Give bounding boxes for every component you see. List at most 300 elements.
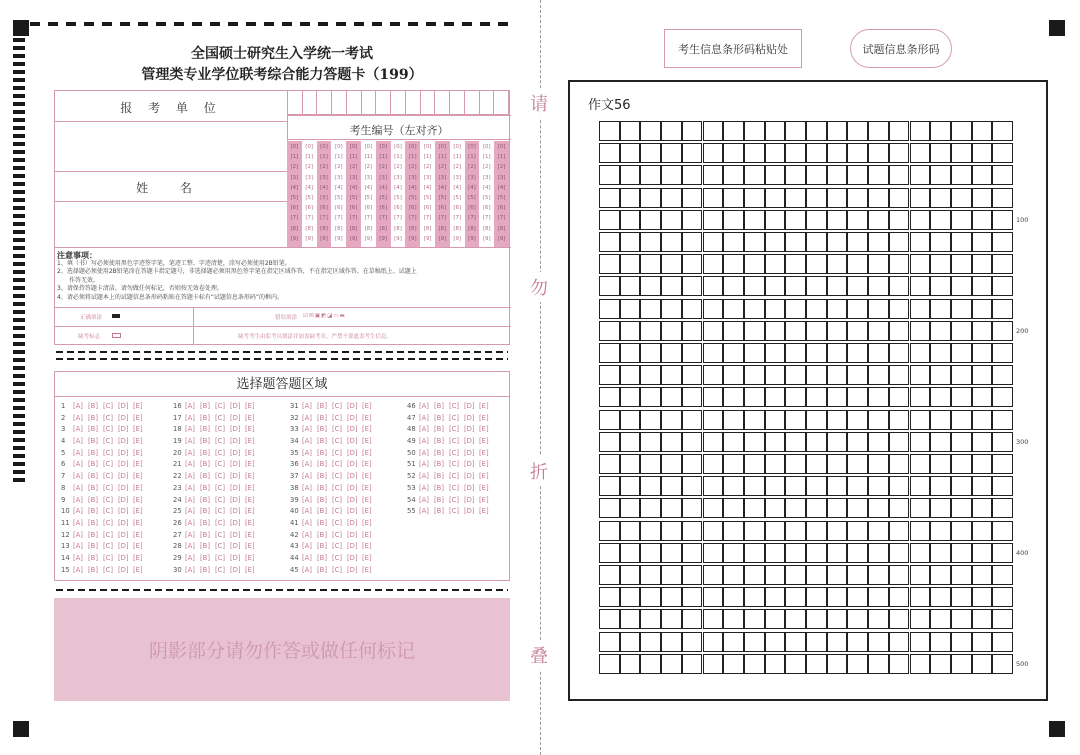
essay-grid-cell[interactable] — [827, 365, 848, 385]
essay-grid-cell[interactable] — [930, 498, 951, 518]
essay-grid-cell[interactable] — [806, 143, 827, 163]
choice-option-bubble[interactable]: [B] — [434, 402, 444, 410]
essay-grid-cell[interactable] — [847, 321, 868, 341]
exam-digit-bubble[interactable]: [8] — [497, 225, 506, 232]
essay-grid-cell[interactable] — [785, 521, 806, 541]
essay-grid-cell[interactable] — [785, 609, 806, 629]
essay-grid-cell[interactable] — [682, 521, 703, 541]
choice-option-bubble[interactable]: [A] — [302, 448, 312, 457]
choice-option-bubble[interactable]: [A] — [185, 402, 195, 410]
exam-digit-bubble[interactable]: [1] — [290, 154, 299, 161]
exam-digit-bubble[interactable]: [6] — [364, 205, 373, 212]
choice-option-bubble[interactable]: [A] — [302, 460, 312, 469]
choice-option-bubble[interactable]: [A] — [419, 483, 429, 492]
essay-grid-cell[interactable] — [827, 299, 848, 319]
exam-number-box[interactable] — [317, 91, 332, 115]
essay-grid-cell[interactable] — [723, 143, 744, 163]
essay-grid-cell[interactable] — [785, 121, 806, 141]
choice-option-bubble[interactable]: [C] — [449, 460, 460, 469]
essay-grid-cell[interactable] — [972, 632, 993, 652]
essay-grid-cell[interactable] — [785, 498, 806, 518]
essay-grid-cell[interactable] — [951, 654, 972, 674]
essay-grid-cell[interactable] — [661, 143, 682, 163]
essay-grid-cell[interactable] — [744, 321, 765, 341]
essay-grid-cell[interactable] — [972, 276, 993, 296]
choice-option-bubble[interactable]: [C] — [215, 542, 226, 551]
exam-digit-bubble[interactable]: [0] — [305, 144, 314, 150]
choice-option-bubble[interactable]: [A] — [419, 425, 429, 434]
essay-grid-cell[interactable] — [910, 365, 931, 385]
essay-grid-cell[interactable] — [765, 498, 786, 518]
essay-grid-cell[interactable] — [640, 165, 661, 185]
choice-option-bubble[interactable]: [B] — [88, 483, 98, 492]
choice-option-bubble[interactable]: [A] — [73, 495, 83, 504]
exam-digit-bubble[interactable]: [5] — [482, 195, 491, 202]
essay-grid-cell[interactable] — [827, 654, 848, 674]
essay-grid-cell[interactable] — [951, 254, 972, 274]
choice-option-bubble[interactable]: [B] — [200, 507, 210, 516]
choice-option-bubble[interactable]: [D] — [118, 565, 129, 574]
essay-grid-cell[interactable] — [599, 432, 620, 452]
choice-option-bubble[interactable]: [C] — [103, 402, 114, 410]
essay-grid-cell[interactable] — [682, 632, 703, 652]
essay-grid-cell[interactable] — [868, 232, 889, 252]
essay-grid-cell[interactable] — [682, 143, 703, 163]
essay-grid-cell[interactable] — [744, 432, 765, 452]
choice-option-bubble[interactable]: [D] — [230, 553, 241, 562]
essay-grid-cell[interactable] — [785, 454, 806, 474]
exam-digit-column[interactable] — [435, 141, 450, 247]
essay-grid-cell[interactable] — [972, 299, 993, 319]
essay-grid-cell[interactable] — [599, 387, 620, 407]
essay-grid-cell[interactable] — [951, 410, 972, 430]
choice-option-bubble[interactable]: [D] — [464, 460, 475, 469]
choice-option-bubble[interactable]: [D] — [118, 518, 129, 527]
exam-digit-column[interactable] — [405, 141, 420, 247]
essay-grid-cell[interactable] — [765, 432, 786, 452]
essay-grid-cell[interactable] — [744, 587, 765, 607]
essay-grid-cell[interactable] — [640, 632, 661, 652]
exam-digit-bubble[interactable]: [4] — [408, 184, 417, 191]
exam-digit-bubble[interactable]: [2] — [305, 164, 314, 171]
choice-option-bubble[interactable]: [E] — [133, 437, 143, 446]
essay-grid-cell[interactable] — [703, 143, 724, 163]
exam-digit-bubble[interactable]: [2] — [482, 164, 491, 171]
choice-option-bubble[interactable]: [D] — [230, 413, 241, 422]
choice-option-bubble[interactable]: [D] — [118, 507, 129, 516]
exam-number-box[interactable] — [376, 91, 391, 115]
essay-grid-cell[interactable] — [744, 410, 765, 430]
essay-grid-cell[interactable] — [640, 521, 661, 541]
essay-grid-cell[interactable] — [806, 232, 827, 252]
essay-grid-cell[interactable] — [951, 609, 972, 629]
choice-option-bubble[interactable]: [A] — [185, 565, 195, 574]
essay-grid-cell[interactable] — [640, 476, 661, 496]
essay-grid-cell[interactable] — [682, 454, 703, 474]
exam-digit-bubble[interactable]: [7] — [290, 215, 299, 222]
exam-digit-bubble[interactable]: [6] — [408, 205, 417, 212]
choice-option-bubble[interactable]: [C] — [215, 413, 226, 422]
essay-grid-cell[interactable] — [744, 565, 765, 585]
exam-digit-bubble[interactable]: [3] — [379, 174, 387, 181]
exam-digit-bubble[interactable]: [8] — [453, 225, 461, 232]
choice-option-bubble[interactable]: [D] — [230, 495, 241, 504]
essay-grid-cell[interactable] — [992, 343, 1013, 363]
exam-digit-bubble[interactable]: [9] — [438, 235, 447, 242]
essay-grid-cell[interactable] — [620, 365, 641, 385]
essay-grid-cell[interactable] — [889, 188, 910, 208]
essay-grid-cell[interactable] — [930, 321, 951, 341]
choice-option-bubble[interactable]: [C] — [103, 518, 114, 527]
essay-grid-cell[interactable] — [889, 387, 910, 407]
essay-grid-cell[interactable] — [951, 210, 972, 230]
choice-option-bubble[interactable]: [A] — [73, 518, 83, 527]
essay-grid-cell[interactable] — [640, 609, 661, 629]
essay-grid-cell[interactable] — [972, 498, 993, 518]
essay-grid-cell[interactable] — [599, 143, 620, 163]
essay-grid-cell[interactable] — [806, 343, 827, 363]
essay-grid-cell[interactable] — [868, 188, 889, 208]
choice-option-bubble[interactable]: [C] — [449, 413, 460, 422]
choice-option-bubble[interactable]: [D] — [118, 425, 129, 434]
essay-grid-cell[interactable] — [682, 432, 703, 452]
choice-option-bubble[interactable]: [C] — [215, 565, 226, 574]
choice-option-bubble[interactable]: [B] — [88, 507, 98, 516]
essay-grid-cell[interactable] — [599, 521, 620, 541]
choice-option-bubble[interactable]: [E] — [133, 507, 143, 516]
choice-option-bubble[interactable]: [B] — [434, 472, 444, 481]
choice-option-bubble[interactable]: [A] — [73, 413, 83, 422]
essay-grid-cell[interactable] — [930, 587, 951, 607]
exam-digit-bubble[interactable]: [3] — [349, 174, 358, 181]
essay-grid-cell[interactable] — [620, 343, 641, 363]
essay-grid-cell[interactable] — [972, 365, 993, 385]
essay-grid-cell[interactable] — [765, 476, 786, 496]
exam-digit-bubble[interactable]: [6] — [497, 205, 506, 212]
essay-grid-cell[interactable] — [910, 432, 931, 452]
essay-grid-cell[interactable] — [640, 321, 661, 341]
essay-grid-cell[interactable] — [992, 299, 1013, 319]
choice-option-bubble[interactable]: [E] — [133, 483, 143, 492]
essay-grid-cell[interactable] — [972, 210, 993, 230]
essay-grid-cell[interactable] — [992, 232, 1013, 252]
essay-grid-cell[interactable] — [723, 498, 744, 518]
choice-option-bubble[interactable]: [D] — [347, 425, 358, 434]
choice-option-bubble[interactable]: [E] — [245, 518, 255, 527]
choice-option-bubble[interactable]: [E] — [245, 495, 255, 504]
choice-option-bubble[interactable]: [A] — [302, 530, 312, 539]
exam-digit-bubble[interactable]: [1] — [305, 154, 314, 161]
essay-grid-cell[interactable] — [620, 121, 641, 141]
essay-grid-cell[interactable] — [951, 365, 972, 385]
essay-grid-cell[interactable] — [930, 343, 951, 363]
essay-grid-cell[interactable] — [640, 543, 661, 563]
essay-grid-cell[interactable] — [682, 232, 703, 252]
essay-grid-cell[interactable] — [599, 232, 620, 252]
choice-option-bubble[interactable]: [B] — [88, 472, 98, 481]
choice-option-bubble[interactable]: [D] — [230, 530, 241, 539]
choice-option-bubble[interactable]: [D] — [230, 402, 241, 410]
choice-option-bubble[interactable]: [E] — [479, 425, 489, 434]
exam-digit-column[interactable] — [361, 141, 376, 247]
essay-grid-cell[interactable] — [785, 632, 806, 652]
essay-grid-cell[interactable] — [620, 143, 641, 163]
exam-digit-bubble[interactable]: [0] — [349, 144, 358, 150]
essay-grid-cell[interactable] — [703, 188, 724, 208]
choice-option-bubble[interactable]: [D] — [118, 483, 129, 492]
choice-option-bubble[interactable]: [E] — [362, 565, 372, 574]
choice-option-bubble[interactable]: [A] — [73, 425, 83, 434]
exam-digit-bubble[interactable]: [0] — [497, 144, 506, 150]
exam-digit-bubble[interactable]: [8] — [423, 225, 432, 232]
exam-digit-bubble[interactable]: [2] — [438, 164, 447, 171]
choice-option-bubble[interactable]: [C] — [332, 437, 343, 446]
choice-option-bubble[interactable]: [A] — [185, 553, 195, 562]
essay-grid-cell[interactable] — [765, 276, 786, 296]
essay-grid-cell[interactable] — [951, 521, 972, 541]
essay-grid-cell[interactable] — [640, 654, 661, 674]
essay-grid-cell[interactable] — [972, 609, 993, 629]
essay-grid-cell[interactable] — [806, 565, 827, 585]
essay-grid-cell[interactable] — [744, 654, 765, 674]
essay-grid-cell[interactable] — [765, 321, 786, 341]
essay-grid-cell[interactable] — [972, 143, 993, 163]
essay-grid-cell[interactable] — [765, 587, 786, 607]
essay-grid-cell[interactable] — [806, 387, 827, 407]
choice-option-bubble[interactable]: [A] — [302, 472, 312, 481]
essay-grid-cell[interactable] — [930, 410, 951, 430]
exam-digit-bubble[interactable]: [2] — [423, 164, 432, 171]
absent-mark-bubble[interactable] — [112, 333, 121, 338]
essay-grid-cell[interactable] — [785, 321, 806, 341]
essay-grid-cell[interactable] — [951, 343, 972, 363]
essay-grid-cell[interactable] — [868, 410, 889, 430]
choice-option-bubble[interactable]: [A] — [419, 413, 429, 422]
essay-grid-cell[interactable] — [661, 299, 682, 319]
exam-digit-bubble[interactable]: [9] — [334, 235, 343, 242]
essay-grid-cell[interactable] — [910, 632, 931, 652]
exam-digit-bubble[interactable]: [5] — [349, 195, 358, 202]
choice-option-bubble[interactable]: [A] — [73, 402, 83, 410]
essay-grid-cell[interactable] — [910, 565, 931, 585]
choice-option-bubble[interactable]: [C] — [332, 472, 343, 481]
choice-option-bubble[interactable]: [B] — [88, 542, 98, 551]
choice-option-bubble[interactable]: [B] — [317, 460, 327, 469]
essay-grid-cell[interactable] — [661, 387, 682, 407]
choice-option-bubble[interactable]: [A] — [185, 460, 195, 469]
exam-digit-bubble[interactable]: [0] — [408, 144, 417, 150]
exam-digit-bubble[interactable]: [9] — [394, 235, 402, 242]
essay-grid-cell[interactable] — [620, 454, 641, 474]
essay-grid-cell[interactable] — [868, 476, 889, 496]
choice-option-bubble[interactable]: [C] — [449, 483, 460, 492]
essay-grid-cell[interactable] — [992, 587, 1013, 607]
choice-option-bubble[interactable]: [A] — [419, 495, 429, 504]
choice-option-bubble[interactable]: [B] — [317, 565, 327, 574]
choice-option-bubble[interactable]: [E] — [133, 472, 143, 481]
essay-grid-cell[interactable] — [620, 543, 641, 563]
choice-option-bubble[interactable]: [C] — [215, 483, 226, 492]
essay-grid-cell[interactable] — [661, 254, 682, 274]
essay-grid-cell[interactable] — [910, 587, 931, 607]
essay-grid-cell[interactable] — [703, 299, 724, 319]
choice-option-bubble[interactable]: [E] — [133, 413, 143, 422]
essay-grid-cell[interactable] — [682, 609, 703, 629]
essay-grid-cell[interactable] — [682, 365, 703, 385]
essay-grid-cell[interactable] — [930, 632, 951, 652]
essay-grid-cell[interactable] — [992, 121, 1013, 141]
choice-option-bubble[interactable]: [E] — [479, 413, 489, 422]
choice-option-bubble[interactable]: [C] — [215, 507, 226, 516]
essay-grid-cell[interactable] — [806, 165, 827, 185]
choice-option-bubble[interactable]: [D] — [347, 472, 358, 481]
exam-digit-bubble[interactable]: [9] — [468, 235, 476, 242]
exam-digit-bubble[interactable]: [4] — [334, 184, 343, 191]
choice-option-bubble[interactable]: [A] — [302, 507, 312, 516]
essay-grid-cell[interactable] — [827, 143, 848, 163]
choice-option-bubble[interactable]: [C] — [215, 518, 226, 527]
essay-grid-cell[interactable] — [847, 188, 868, 208]
essay-grid-cell[interactable] — [827, 565, 848, 585]
essay-grid-cell[interactable] — [951, 299, 972, 319]
essay-grid-cell[interactable] — [847, 254, 868, 274]
essay-grid-cell[interactable] — [951, 632, 972, 652]
essay-grid-cell[interactable] — [847, 143, 868, 163]
essay-grid-cell[interactable] — [972, 654, 993, 674]
choice-option-bubble[interactable]: [B] — [317, 402, 327, 410]
essay-grid-cell[interactable] — [703, 121, 724, 141]
exam-digit-bubble[interactable]: [6] — [438, 205, 447, 212]
essay-grid-cell[interactable] — [847, 410, 868, 430]
choice-option-bubble[interactable]: [A] — [185, 483, 195, 492]
essay-grid-cell[interactable] — [889, 299, 910, 319]
essay-grid-cell[interactable] — [599, 365, 620, 385]
essay-grid-cell[interactable] — [682, 299, 703, 319]
essay-grid-cell[interactable] — [723, 454, 744, 474]
essay-grid-cell[interactable] — [765, 609, 786, 629]
essay-grid-cell[interactable] — [744, 343, 765, 363]
exam-digit-bubble[interactable]: [5] — [320, 195, 328, 202]
essay-grid-cell[interactable] — [785, 165, 806, 185]
essay-grid-cell[interactable] — [744, 476, 765, 496]
choice-option-bubble[interactable]: [E] — [245, 507, 255, 516]
essay-grid-cell[interactable] — [806, 498, 827, 518]
exam-digit-bubble[interactable]: [4] — [468, 184, 476, 191]
essay-grid-cell[interactable] — [992, 276, 1013, 296]
exam-digit-bubble[interactable]: [3] — [482, 174, 491, 181]
choice-option-bubble[interactable]: [D] — [230, 460, 241, 469]
essay-grid-cell[interactable] — [992, 165, 1013, 185]
choice-option-bubble[interactable]: [A] — [302, 483, 312, 492]
essay-grid-cell[interactable] — [992, 210, 1013, 230]
essay-grid-cell[interactable] — [827, 387, 848, 407]
exam-number-box[interactable] — [332, 91, 347, 115]
exam-number-box[interactable] — [480, 91, 495, 115]
choice-option-bubble[interactable]: [B] — [434, 495, 444, 504]
exam-digit-bubble[interactable]: [7] — [453, 215, 461, 222]
choice-option-bubble[interactable]: [E] — [133, 402, 143, 410]
essay-grid-cell[interactable] — [847, 609, 868, 629]
choice-option-bubble[interactable]: [D] — [230, 565, 241, 574]
essay-grid-cell[interactable] — [703, 543, 724, 563]
exam-number-box[interactable] — [421, 91, 436, 115]
essay-grid-cell[interactable] — [765, 543, 786, 563]
essay-grid-cell[interactable] — [620, 632, 641, 652]
essay-grid-cell[interactable] — [744, 299, 765, 319]
choice-option-bubble[interactable]: [B] — [88, 565, 98, 574]
essay-grid-cell[interactable] — [599, 609, 620, 629]
essay-grid-cell[interactable] — [599, 498, 620, 518]
essay-grid-cell[interactable] — [765, 410, 786, 430]
essay-grid-cell[interactable] — [703, 165, 724, 185]
choice-option-bubble[interactable]: [B] — [88, 530, 98, 539]
choice-option-bubble[interactable]: [A] — [419, 437, 429, 446]
essay-grid-cell[interactable] — [868, 454, 889, 474]
essay-grid-cell[interactable] — [723, 188, 744, 208]
choice-option-bubble[interactable]: [E] — [133, 460, 143, 469]
choice-option-bubble[interactable]: [E] — [245, 413, 255, 422]
essay-grid-cell[interactable] — [868, 543, 889, 563]
exam-digit-bubble[interactable]: [8] — [379, 225, 387, 232]
essay-grid-cell[interactable] — [827, 410, 848, 430]
choice-option-bubble[interactable]: [A] — [73, 507, 83, 516]
exam-digit-bubble[interactable]: [4] — [290, 184, 299, 191]
choice-option-bubble[interactable]: [C] — [332, 553, 343, 562]
essay-grid-cell[interactable] — [682, 321, 703, 341]
essay-grid-cell[interactable] — [951, 565, 972, 585]
essay-grid-cell[interactable] — [972, 165, 993, 185]
exam-digit-bubble[interactable]: [4] — [379, 184, 387, 191]
choice-option-bubble[interactable]: [E] — [362, 413, 372, 422]
choice-option-bubble[interactable]: [E] — [245, 425, 255, 434]
essay-grid-cell[interactable] — [972, 521, 993, 541]
essay-grid-cell[interactable] — [661, 543, 682, 563]
essay-grid-cell[interactable] — [661, 654, 682, 674]
essay-grid-cell[interactable] — [744, 609, 765, 629]
essay-grid-cell[interactable] — [620, 410, 641, 430]
exam-digit-bubble[interactable]: [6] — [453, 205, 461, 212]
choice-option-bubble[interactable]: [B] — [200, 437, 210, 446]
choice-option-bubble[interactable]: [D] — [118, 460, 129, 469]
exam-digit-bubble[interactable]: [1] — [320, 154, 328, 161]
essay-grid-cell[interactable] — [765, 143, 786, 163]
choice-option-bubble[interactable]: [A] — [302, 425, 312, 434]
choice-option-bubble[interactable]: [D] — [464, 472, 475, 481]
essay-grid-cell[interactable] — [661, 188, 682, 208]
essay-grid-cell[interactable] — [682, 188, 703, 208]
exam-number-box[interactable] — [287, 91, 303, 115]
choice-option-bubble[interactable]: [E] — [245, 542, 255, 551]
essay-grid-cell[interactable] — [868, 343, 889, 363]
essay-grid-cell[interactable] — [972, 321, 993, 341]
choice-option-bubble[interactable]: [C] — [215, 530, 226, 539]
essay-grid-cell[interactable] — [599, 210, 620, 230]
essay-grid-cell[interactable] — [951, 232, 972, 252]
exam-digit-bubble[interactable]: [5] — [379, 195, 387, 202]
essay-grid-cell[interactable] — [951, 276, 972, 296]
essay-grid-cell[interactable] — [889, 632, 910, 652]
choice-option-bubble[interactable]: [B] — [200, 448, 210, 457]
choice-option-bubble[interactable]: [E] — [362, 553, 372, 562]
essay-grid-cell[interactable] — [661, 410, 682, 430]
essay-grid-cell[interactable] — [661, 210, 682, 230]
exam-number-box[interactable] — [406, 91, 421, 115]
exam-digit-column[interactable] — [287, 141, 302, 247]
essay-grid-cell[interactable] — [682, 121, 703, 141]
exam-digit-bubble[interactable]: [4] — [482, 184, 491, 191]
exam-number-box[interactable] — [494, 91, 509, 115]
essay-grid-cell[interactable] — [640, 121, 661, 141]
